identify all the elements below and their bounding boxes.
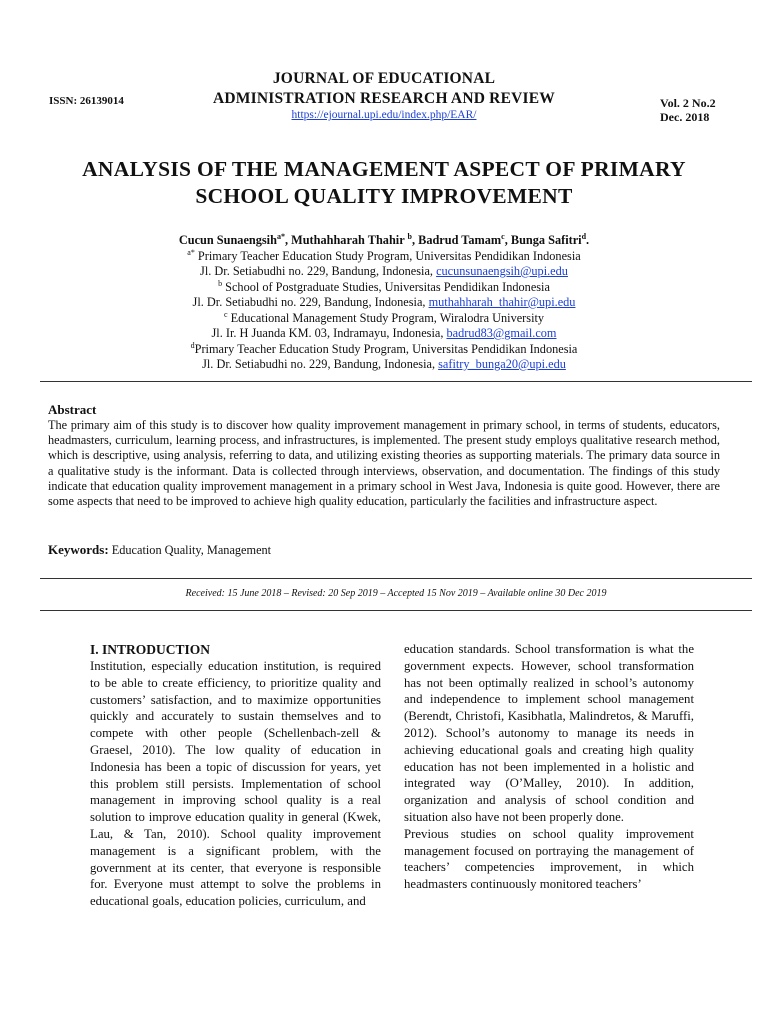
paper-title bbox=[40, 156, 728, 210]
volume-info bbox=[660, 96, 716, 124]
author-3-sup: c bbox=[501, 231, 505, 241]
email-link[interactable]: safitry_bunga20@upi.edu bbox=[438, 357, 566, 371]
abstract-heading: Abstract bbox=[48, 402, 97, 417]
affiliation-address: Jl. Dr. Setiabudhi no. 229, Bandung, Indonesia, bbox=[192, 295, 429, 309]
journal-url-link[interactable]: https://ejournal.upi.edu/index.php/EAR/ bbox=[291, 109, 477, 121]
affiliation-address: Jl. Dr. Setiabudhi no. 229, Bandung, Indonesia, bbox=[200, 264, 437, 278]
address-d bbox=[40, 357, 728, 373]
author-1-sup: a* bbox=[276, 231, 285, 241]
intro-column-left bbox=[90, 641, 381, 910]
section-heading-introduction: I. INTRODUCTION bbox=[90, 642, 211, 657]
author-2-sup: b bbox=[407, 231, 412, 241]
abstract-text: The primary aim of this study is to discover how quality improvement management in primary school, in terms of students, educators, headmasters, curriculum, learning process, and infrastructures, is implemented. The present study employs qualitative research method, which is descriptive, using analysis, referring to data, and utilizing existing theories as supporting materials. The primary data source in a qualitative study is the informant. Data is collected through interviews, observation, and documentation. The findings of this study indicate that education quality improvement management in a primary school in West Java, Indonesia is quite good. However, there are some aspects that need to be improved to achieve high quality education, particularly the facilities and infrastructure aspect. bbox=[48, 418, 720, 509]
author-2: , Muthahharah Thahir bbox=[284, 233, 408, 247]
issue-date: Dec. 2018 bbox=[660, 110, 710, 124]
keywords-label: Keywords: bbox=[48, 542, 109, 557]
keywords-line bbox=[48, 542, 720, 558]
affiliation-address: Jl. Dr. Setiabudhi no. 229, Bandung, Indonesia, bbox=[202, 357, 439, 371]
affiliation-a bbox=[40, 249, 728, 265]
email-link[interactable]: cucunsunaengsih@upi.edu bbox=[436, 264, 568, 278]
email-link[interactable]: badrud83@gmail.com bbox=[446, 326, 557, 340]
divider-received-bottom bbox=[40, 610, 752, 611]
intro-paragraph-1: Institution, especially education institution, is required to be able to create efficiency, to prioritize quality and customers’ satisfaction, and to maximize opportunities quickly and accurately to sustain themselves and to compete with other people (Schellenbach-zell & Graesel, 2010). The low quality of education in Indonesia has been a topic of discussion for years, yet this problem still persists. Implementation of school management in improving school quality is a real solution to improve education quality in general (Kwek, Lau, & Tan, 2010). School quality improvement management is a significant problem, with the government at its center, that everyone is responsible for. Everyone must attempt to solve the problems in educational goals, education policies, curriculum, and bbox=[90, 659, 381, 909]
author-1: Cucun Sunaengsih bbox=[178, 233, 277, 247]
journal-name-line2: ADMINISTRATION RESEARCH AND REVIEW bbox=[213, 90, 555, 107]
affiliation-program: Primary Teacher Education Study Program, Universitas Pendidikan Indonesia bbox=[194, 341, 578, 356]
keywords-value: Education Quality, Management bbox=[108, 543, 272, 557]
affiliation-sup: a* bbox=[187, 247, 195, 257]
affiliation-sup: c bbox=[223, 309, 228, 319]
affiliation-program: Educational Management Study Program, Wiralodra University bbox=[227, 310, 545, 325]
title-line2: SCHOOL QUALITY IMPROVEMENT bbox=[195, 184, 573, 208]
affiliation-program: School of Postgraduate Studies, Universitas Pendidikan Indonesia bbox=[222, 279, 550, 294]
address-c bbox=[40, 326, 728, 342]
author-4-sup: d bbox=[581, 231, 587, 241]
received-dates: Received: 15 June 2018 – Revised: 20 Sep 2019 – Accepted 15 Nov 2019 – Available online 30 Dec 2019 bbox=[185, 588, 607, 599]
author-4: , Bunga Safitri bbox=[504, 233, 582, 247]
volume-number: Vol. 2 No.2 bbox=[660, 96, 716, 110]
abstract-section bbox=[48, 402, 720, 509]
journal-header bbox=[0, 69, 768, 121]
journal-name-line1: JOURNAL OF EDUCATIONAL bbox=[272, 70, 496, 87]
affiliation-address: Jl. Ir. H Juanda KM. 03, Indramayu, Indonesia, bbox=[211, 326, 447, 340]
affiliation-sup: b bbox=[218, 278, 223, 288]
author-end: . bbox=[586, 233, 590, 247]
divider-received-top bbox=[40, 578, 752, 579]
intro-paragraph-3: Previous studies on school quality improvement management focused on portraying the management of teachers’ competencies improvement, in which headmasters continuously monitored teachers’ bbox=[404, 826, 694, 892]
affiliation-c bbox=[40, 311, 728, 327]
affiliation-b bbox=[40, 280, 728, 296]
affiliation-sup: d bbox=[190, 340, 195, 350]
issn: ISSN: 26139014 bbox=[49, 95, 124, 107]
email-link[interactable]: muthahharah_thahir@upi.edu bbox=[428, 295, 576, 309]
affiliation-program: Primary Teacher Education Study Program, Universitas Pendidikan Indonesia bbox=[194, 248, 581, 263]
divider-top bbox=[40, 381, 752, 382]
address-b bbox=[40, 295, 728, 311]
author-3: , Badrud Tamam bbox=[411, 233, 502, 247]
author-names bbox=[40, 233, 728, 249]
affiliation-d bbox=[40, 342, 728, 358]
intro-column-right bbox=[404, 641, 694, 893]
intro-paragraph-2: education standards. School transformation is what the government expects. However, school transformation has not been optimally realized in school’s autonomy and independence to implement school management (Berendt, Christofi, Kasibhatla, Malindretos, & Maruffi, 2012). School’s autonomy to manage its needs in achieving educational goals and creating high quality education has not been implemented in a holistic and integrated way (O’Malley, 2010). In addition, organization and analysis of school condition and situation also have not been properly done. bbox=[404, 642, 694, 824]
address-a bbox=[40, 264, 728, 280]
author-block bbox=[40, 233, 728, 373]
title-line1: ANALYSIS OF THE MANAGEMENT ASPECT OF PRIMARY bbox=[82, 157, 686, 181]
